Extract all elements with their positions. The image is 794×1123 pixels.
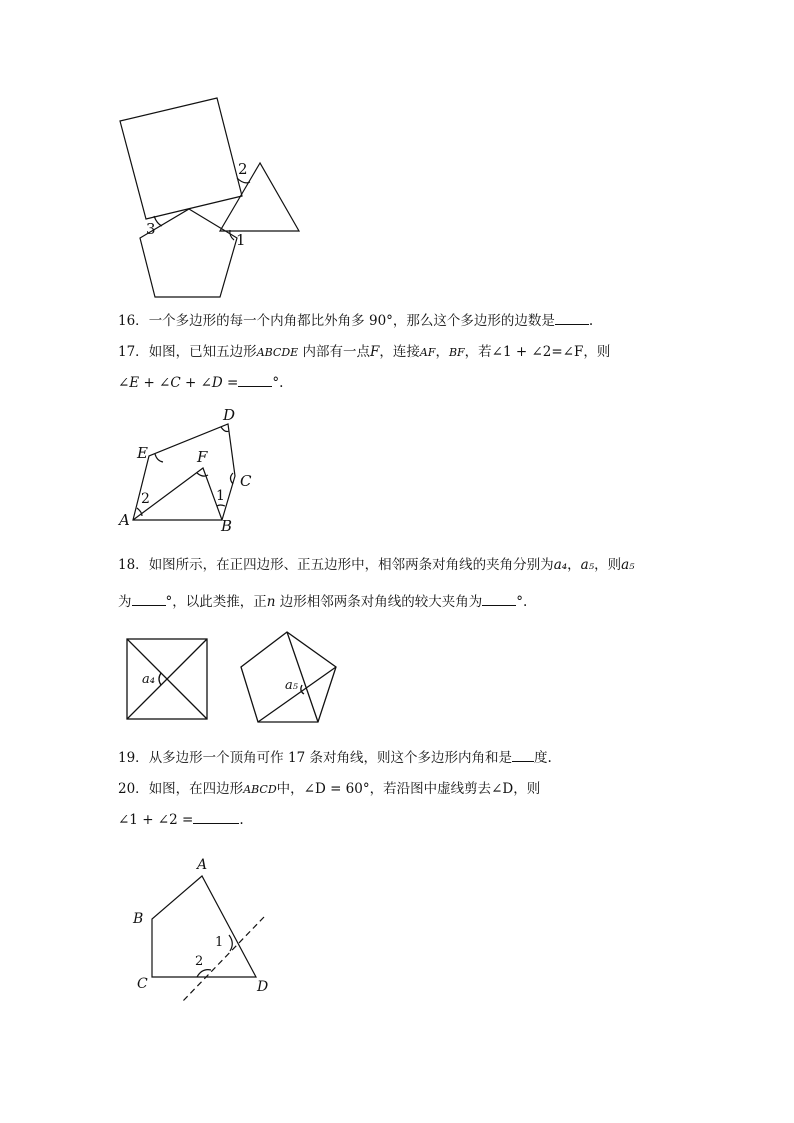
question-text: 一个多边形的每一个内角都比外角多 90°，那么这个多边形的边数是 — [148, 313, 555, 329]
angle-arc-f — [197, 473, 208, 476]
label-b: B — [221, 517, 233, 535]
figure-18 — [120, 625, 350, 730]
figure-20 — [125, 850, 285, 1010]
label-a5: a₅ — [285, 678, 298, 693]
question-20-line-2: ∠1 + ∠2 = . — [118, 812, 244, 828]
answer-blank[interactable] — [193, 811, 239, 824]
question-number: 19． — [118, 750, 149, 766]
label-2: 2 — [141, 491, 150, 507]
label-e: E — [137, 444, 148, 462]
label-d: D — [257, 979, 269, 995]
angle-arc-1 — [217, 505, 225, 506]
question-number: 18． — [118, 557, 149, 573]
label-1: 1 — [215, 935, 224, 950]
answer-blank[interactable] — [555, 312, 589, 325]
label-f: F — [197, 448, 208, 466]
question-number: 20． — [118, 781, 149, 797]
figure-17-pentagon — [115, 400, 265, 535]
question-18-line-2: 为 °，以此类推，正n 边形相邻两条对角线的较大夹角为 °. — [118, 594, 528, 610]
label-3: 3 — [146, 220, 156, 238]
label-1: 1 — [216, 488, 225, 504]
question-number: 17． — [118, 344, 149, 360]
question-17-line-1: 17．如图，已知五边形ABCDE 内部有一点F，连接AF，BF，若∠1 + ∠2=∠F，则 — [118, 344, 611, 360]
pentagon-diagonal-2 — [258, 667, 336, 722]
label-2: 2 — [238, 160, 248, 178]
question-20-line-1: 20．如图，在四边形ABCD中，∠D = 60°，若沿图中虚线剪去∠D，则 — [118, 781, 541, 797]
question-18-line-1: 18．如图所示，在正四边形、正五边形中，相邻两条对角线的夹角分别为a₄，a₅，则a₅ — [118, 557, 635, 573]
label-a: A — [119, 511, 130, 529]
label-c: C — [240, 472, 252, 490]
label-a4: a₄ — [142, 672, 155, 687]
question-16: 16．一个多边形的每一个内角都比外角多 90°，那么这个多边形的边数是 . — [118, 313, 594, 329]
question-19: 19．从多边形一个顶角可作 17 条对角线，则这个多边形内角和是 度. — [118, 750, 552, 766]
label-d: D — [223, 406, 236, 424]
label-1: 1 — [236, 231, 246, 249]
label-a: A — [197, 857, 208, 873]
angle-arc-d — [221, 427, 229, 432]
square-shape — [120, 98, 242, 219]
angle-arc-2 — [197, 970, 211, 977]
question-17-line-2: ∠E + ∠C + ∠D = °. — [118, 375, 284, 391]
angle-arc-1 — [229, 935, 232, 951]
label-2: 2 — [195, 954, 204, 969]
answer-blank[interactable] — [512, 749, 534, 762]
answer-blank-2[interactable] — [482, 593, 516, 606]
angle-arc-a4 — [159, 673, 161, 685]
quadrilateral-abcd — [152, 876, 256, 977]
figure-polygons — [110, 90, 310, 310]
label-b: B — [133, 911, 144, 927]
label-c: C — [137, 976, 148, 992]
question-number: 16． — [118, 313, 149, 329]
answer-blank[interactable] — [238, 374, 272, 387]
answer-blank-1[interactable] — [132, 593, 166, 606]
angle-arc-e — [155, 454, 163, 462]
pentagon-diagonal-1 — [287, 632, 318, 722]
triangle-shape — [220, 163, 299, 231]
